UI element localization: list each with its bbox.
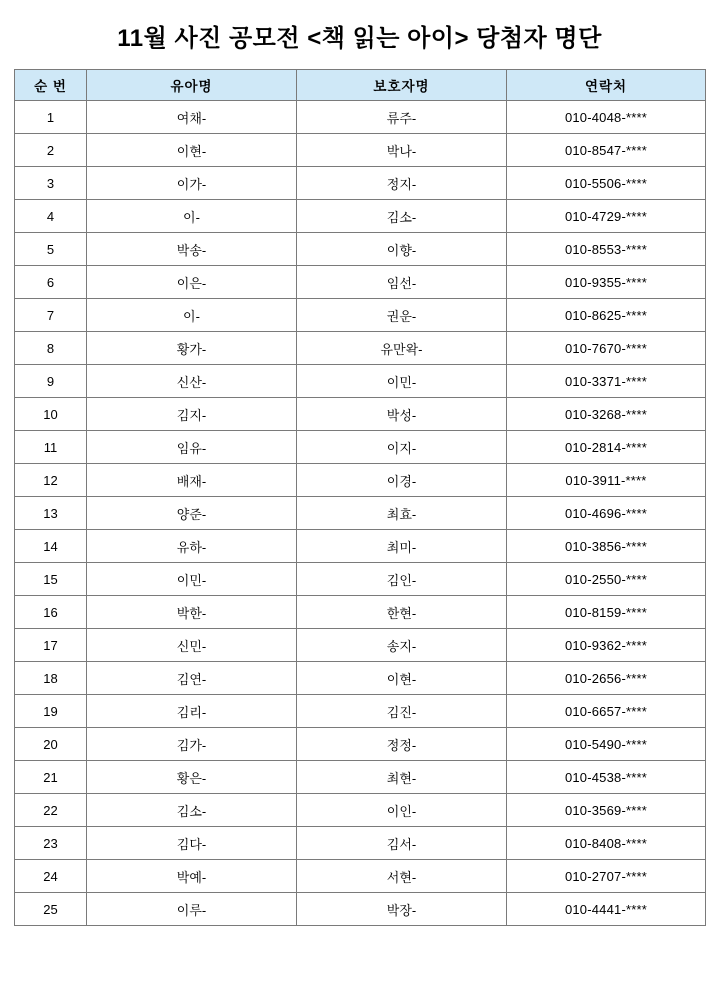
page-title: 11월 사진 공모전 <책 읽는 아이> 당첨자 명단	[117, 25, 602, 52]
cell-guardian: 김인-	[297, 563, 507, 596]
cell-guardian: 최현-	[297, 761, 507, 794]
cell-number: 21	[15, 761, 87, 794]
cell-number: 4	[15, 200, 87, 233]
cell-number: 25	[15, 893, 87, 926]
column-header-child: 유아명	[87, 70, 297, 101]
cell-phone: 010-9362-****	[507, 629, 706, 662]
table-row	[15, 365, 706, 398]
table-row	[15, 134, 706, 167]
table-row	[15, 563, 706, 596]
cell-phone: 010-2707-****	[507, 860, 706, 893]
winners-table	[14, 69, 706, 926]
table-row	[15, 761, 706, 794]
cell-child: 여채-	[87, 101, 297, 134]
cell-child: 이-	[87, 299, 297, 332]
cell-number: 5	[15, 233, 87, 266]
cell-child: 김다-	[87, 827, 297, 860]
table-row	[15, 266, 706, 299]
cell-number: 14	[15, 530, 87, 563]
cell-phone: 010-5506-****	[507, 167, 706, 200]
table-row	[15, 200, 706, 233]
cell-child: 김소-	[87, 794, 297, 827]
cell-guardian: 이경-	[297, 464, 507, 497]
cell-phone: 010-8547-****	[507, 134, 706, 167]
table-row	[15, 233, 706, 266]
cell-child: 이-	[87, 200, 297, 233]
table-row	[15, 893, 706, 926]
table-row	[15, 596, 706, 629]
cell-phone: 010-2814-****	[507, 431, 706, 464]
table-header-row	[15, 70, 706, 101]
cell-child: 유하-	[87, 530, 297, 563]
table-row	[15, 794, 706, 827]
cell-child: 신산-	[87, 365, 297, 398]
cell-phone: 010-3911-****	[507, 464, 706, 497]
cell-phone: 010-2656-****	[507, 662, 706, 695]
cell-child: 이현-	[87, 134, 297, 167]
cell-guardian: 유만왁-	[297, 332, 507, 365]
cell-child: 김연-	[87, 662, 297, 695]
cell-guardian: 최미-	[297, 530, 507, 563]
table-row	[15, 728, 706, 761]
table-row	[15, 431, 706, 464]
table-row	[15, 464, 706, 497]
cell-guardian: 송지-	[297, 629, 507, 662]
cell-phone: 010-4538-****	[507, 761, 706, 794]
cell-guardian: 이현-	[297, 662, 507, 695]
column-header-number: 순 번	[15, 70, 87, 101]
cell-phone: 010-8159-****	[507, 596, 706, 629]
cell-child: 이민-	[87, 563, 297, 596]
cell-guardian: 김진-	[297, 695, 507, 728]
cell-phone: 010-7670-****	[507, 332, 706, 365]
cell-child: 박한-	[87, 596, 297, 629]
table-row	[15, 530, 706, 563]
table-row	[15, 860, 706, 893]
cell-guardian: 한현-	[297, 596, 507, 629]
cell-child: 박예-	[87, 860, 297, 893]
table-row	[15, 827, 706, 860]
cell-child: 황가-	[87, 332, 297, 365]
cell-number: 19	[15, 695, 87, 728]
cell-guardian: 김서-	[297, 827, 507, 860]
cell-number: 16	[15, 596, 87, 629]
cell-guardian: 이향-	[297, 233, 507, 266]
cell-phone: 010-6657-****	[507, 695, 706, 728]
cell-child: 배재-	[87, 464, 297, 497]
cell-guardian: 최효-	[297, 497, 507, 530]
cell-child: 이가-	[87, 167, 297, 200]
cell-guardian: 이인-	[297, 794, 507, 827]
cell-child: 김지-	[87, 398, 297, 431]
table-row	[15, 629, 706, 662]
cell-phone: 010-4729-****	[507, 200, 706, 233]
cell-number: 10	[15, 398, 87, 431]
cell-guardian: 이민-	[297, 365, 507, 398]
cell-phone: 010-8553-****	[507, 233, 706, 266]
cell-child: 양준-	[87, 497, 297, 530]
cell-phone: 010-2550-****	[507, 563, 706, 596]
cell-child: 박송-	[87, 233, 297, 266]
cell-child: 이루-	[87, 893, 297, 926]
cell-child: 이은-	[87, 266, 297, 299]
cell-number: 12	[15, 464, 87, 497]
table-row	[15, 695, 706, 728]
cell-number: 22	[15, 794, 87, 827]
column-header-guardian: 보호자명	[297, 70, 507, 101]
table-row	[15, 101, 706, 134]
cell-number: 6	[15, 266, 87, 299]
cell-guardian: 서현-	[297, 860, 507, 893]
cell-number: 2	[15, 134, 87, 167]
cell-guardian: 김소-	[297, 200, 507, 233]
cell-phone: 010-4696-****	[507, 497, 706, 530]
table-row	[15, 167, 706, 200]
table-header	[15, 70, 706, 101]
cell-number: 1	[15, 101, 87, 134]
cell-guardian: 류주-	[297, 101, 507, 134]
cell-child: 황은-	[87, 761, 297, 794]
table-body	[15, 101, 706, 926]
cell-number: 8	[15, 332, 87, 365]
cell-child: 김가-	[87, 728, 297, 761]
cell-phone: 010-8625-****	[507, 299, 706, 332]
cell-guardian: 이지-	[297, 431, 507, 464]
cell-guardian: 정지-	[297, 167, 507, 200]
table-row	[15, 332, 706, 365]
table-row	[15, 299, 706, 332]
cell-phone: 010-4048-****	[507, 101, 706, 134]
cell-number: 11	[15, 431, 87, 464]
table-row	[15, 398, 706, 431]
cell-number: 7	[15, 299, 87, 332]
cell-number: 15	[15, 563, 87, 596]
cell-number: 23	[15, 827, 87, 860]
column-header-phone: 연락처	[507, 70, 706, 101]
cell-number: 18	[15, 662, 87, 695]
cell-number: 3	[15, 167, 87, 200]
cell-phone: 010-4441-****	[507, 893, 706, 926]
cell-guardian: 권운-	[297, 299, 507, 332]
cell-guardian: 임선-	[297, 266, 507, 299]
cell-number: 24	[15, 860, 87, 893]
cell-number: 17	[15, 629, 87, 662]
cell-phone: 010-9355-****	[507, 266, 706, 299]
cell-guardian: 정정-	[297, 728, 507, 761]
cell-number: 20	[15, 728, 87, 761]
cell-phone: 010-3268-****	[507, 398, 706, 431]
cell-phone: 010-3856-****	[507, 530, 706, 563]
table-row	[15, 497, 706, 530]
cell-phone: 010-5490-****	[507, 728, 706, 761]
table-row	[15, 662, 706, 695]
cell-child: 신민-	[87, 629, 297, 662]
cell-number: 9	[15, 365, 87, 398]
cell-guardian: 박장-	[297, 893, 507, 926]
cell-child: 임유-	[87, 431, 297, 464]
cell-phone: 010-3569-****	[507, 794, 706, 827]
cell-guardian: 박성-	[297, 398, 507, 431]
cell-phone: 010-3371-****	[507, 365, 706, 398]
cell-child: 김리-	[87, 695, 297, 728]
cell-phone: 010-8408-****	[507, 827, 706, 860]
cell-number: 13	[15, 497, 87, 530]
cell-guardian: 박나-	[297, 134, 507, 167]
